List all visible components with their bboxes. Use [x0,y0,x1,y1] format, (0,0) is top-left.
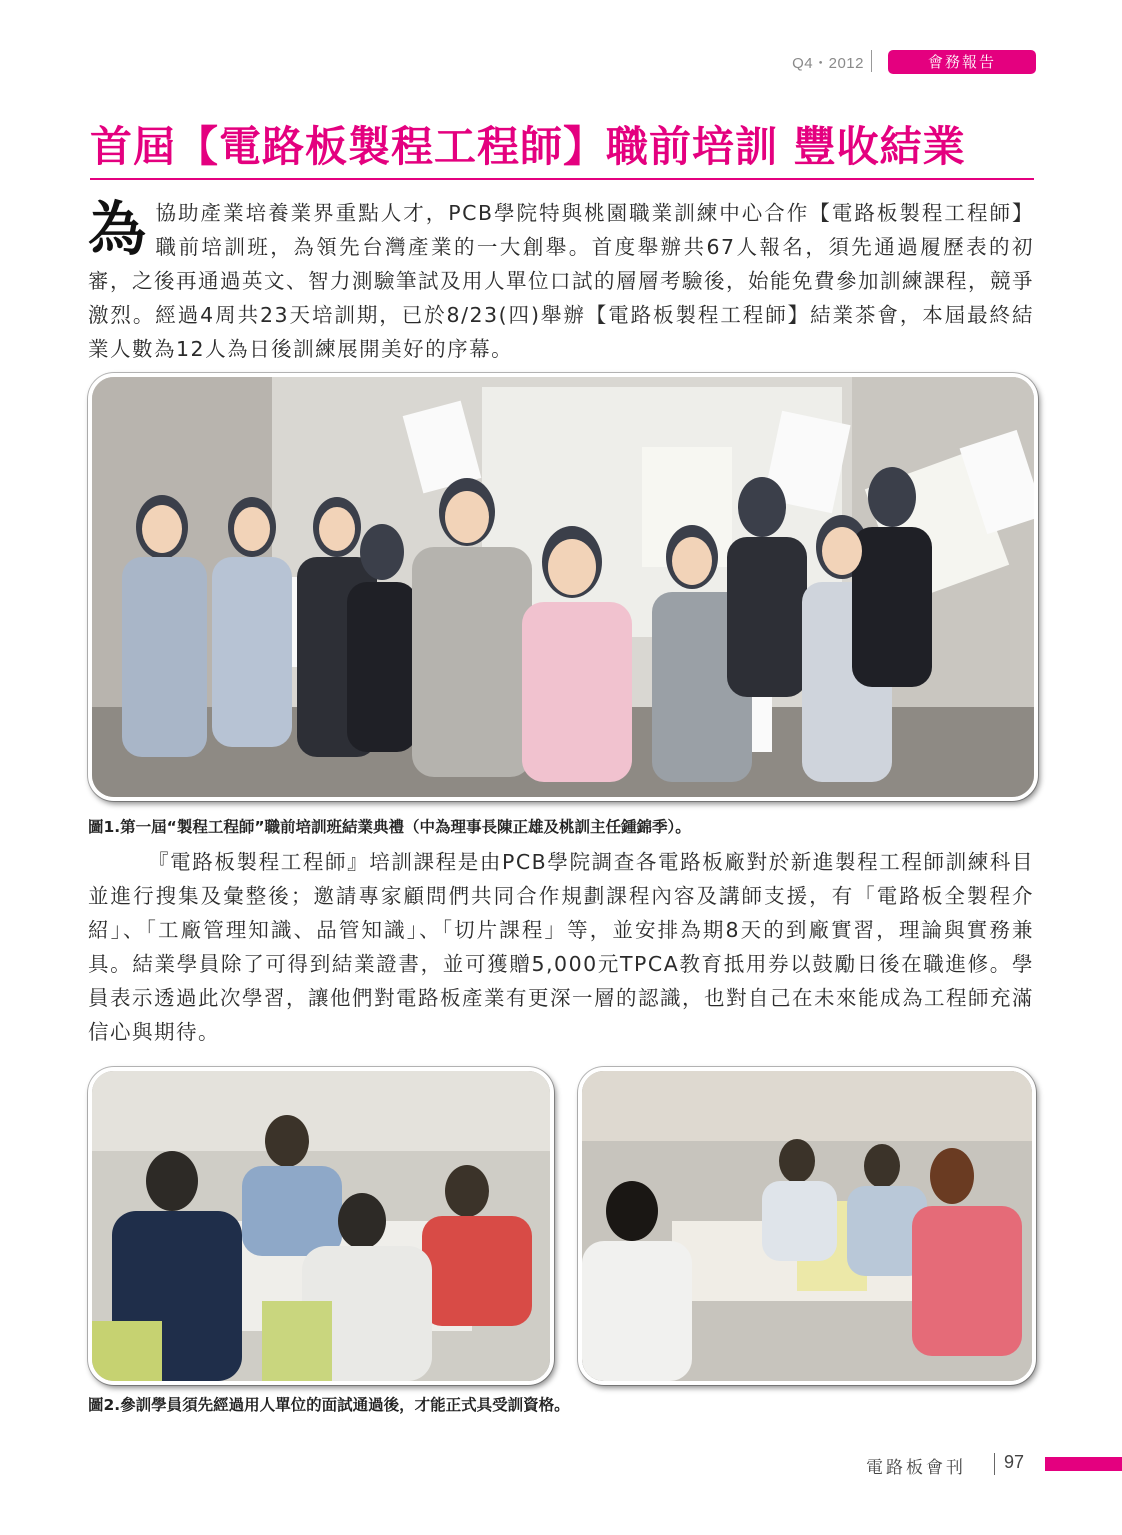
intro-paragraph [88,196,1034,366]
footer-accent-bar [1045,1457,1122,1471]
group-photo [88,373,1038,801]
issue-label: Q4・2012 [792,55,864,72]
interview-photo-right [578,1067,1036,1385]
interview-photo-left [88,1067,554,1385]
intro-text: 協助產業培養業界重點人才，PCB學院特與桃園職業訓練中心合作【電路板製程工程師】職前培訓班，為領先台灣產業的一大創舉。首度舉辦共67人報名，須先通過履歷表的初審，之後再通過英文、智力測驗筆試及用人單位口試的層層考驗後，始能免費參加訓練課程，競爭激烈。經過4周共23天培訓期，已於8/23(四)舉辦【電路板製程工程師】結業茶會，本屆最終結業人數為12人為日後訓練展開美好的序幕。 [88,201,1034,361]
publication-name: 電路板會刊 [866,1458,966,1478]
header-divider [871,50,872,72]
figure1-caption: 圖1.第一屆“製程工程師”職前培訓班結業典禮（中為理事長陳正雄及桃訓主任鍾錦季）。 [88,818,691,836]
figure2-caption: 圖2.參訓學員須先經過用人單位的面試通過後，才能正式具受訓資格。 [88,1396,570,1414]
body-paragraph: 『電路板製程工程師』培訓課程是由PCB學院調查各電路板廠對於新進製程工程師訓練科目並進行搜集及彙整後；邀請專家顧問們共同合作規劃課程內容及講師支援，有「電路板全製程介紹」、「工廠管理知識、品管知識」、「切片課程」等，並安排為期8天的到廠實習，理論與實務兼具。結業學員除了可得到結業證書，並可獲贈5,000元TPCA教育抵用券以鼓勵日後在職進修。學員表示透過此次學習，讓他們對電路板產業有更深一層的認識，也對自己在未來能成為工程師充滿信心與期待。 [88,850,1034,1044]
drop-cap: 為 [88,195,148,263]
section-tag: 會務報告 [888,50,1036,74]
article-title: 首屆【電路板製程工程師】職前培訓 豐收結業 [90,122,966,171]
footer-divider [994,1453,995,1475]
page-number: 97 [1004,1452,1025,1472]
title-underline [90,178,1034,180]
